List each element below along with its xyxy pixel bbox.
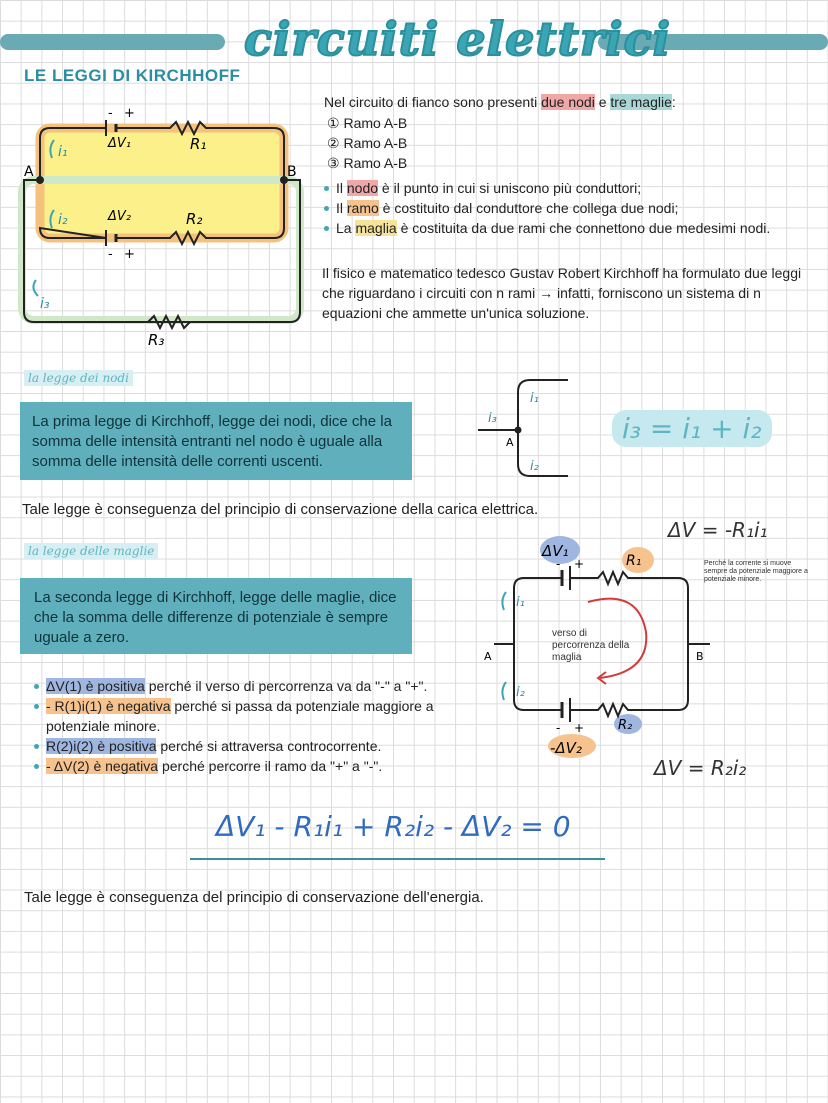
equation-underline (190, 858, 605, 860)
node-b-label: B (287, 164, 297, 180)
mesh-bullet-4: - ΔV(2) è negativa perché percorre il ramo da "+" a "-". (34, 756, 474, 776)
definition-node: Il nodo è il punto in cui si uniscono più conduttori; (324, 178, 804, 198)
definitions-list (324, 178, 804, 238)
mesh-i1-label: i₁ (516, 595, 525, 610)
node-diagram-a: A (506, 436, 514, 449)
branch-item-3: ③ Ramo A-B (327, 155, 408, 171)
mesh-bullet-1: ΔV(1) è positiva perché il verso di percorrenza va da "-" a "+". (34, 676, 474, 696)
dv1-label: ΔV₁ (108, 136, 131, 151)
node-law-equation: i₃ = i₁ + i₂ (612, 410, 772, 447)
definition-branch: Il ramo è costituito dal conduttore che collega due nodi; (324, 198, 804, 218)
mesh-note: Perché la corrente si muove sempre da potenziale maggiore a potenziale minore. (704, 560, 808, 583)
r1-label: R₁ (190, 135, 207, 153)
mesh-dv2-minus: - (556, 721, 561, 735)
i1-label: i₁ (58, 144, 68, 160)
mesh-dv1-minus: - (556, 557, 561, 571)
dv2-label: ΔV₂ (108, 209, 131, 224)
direction-label: verso di percorrenza della maglia (552, 628, 630, 663)
law-nodes-consequence: Tale legge è conseguenza del principio di conservazione della carica elettrica. (22, 501, 539, 518)
mesh-dv2-label: -ΔV₂ (550, 739, 582, 757)
dv1-plus: + (124, 106, 135, 121)
node-diagram-i2: i₂ (530, 459, 539, 474)
node-diagram (474, 372, 584, 484)
circuit-diagram-1 (18, 100, 318, 345)
mesh-bullet-2: - R(1)i(1) è negativa perché si passa da potenziale maggiore a potenziale minore. (34, 696, 474, 736)
intro-text: Nel circuito di fianco sono presenti due nodi e tre maglie: (324, 94, 676, 110)
dv2-minus: - (108, 247, 113, 262)
mesh-r2-label: R₂ (618, 718, 633, 733)
branch-list (327, 113, 407, 173)
node-diagram-i3: i₃ (488, 411, 497, 426)
mesh-bullet-3: R(2)i(2) è positiva perché si attraversa controcorrente. (34, 736, 474, 756)
mesh-eq-top: ΔV = -R₁i₁ (668, 518, 768, 542)
mesh-dv1-label: ΔV₁ (542, 542, 569, 560)
page-title: circuiti elettrici (244, 12, 672, 66)
branch-item-1: ① Ramo A-B (327, 115, 408, 131)
section-heading: LE LEGGI DI KIRCHHOFF (24, 66, 241, 85)
r2-label: R₂ (186, 210, 203, 228)
mesh-dv2-plus: + (574, 721, 585, 735)
mesh-eq-bottom: ΔV = R₂i₂ (654, 756, 747, 780)
mesh-bullets (34, 676, 474, 776)
dv1-minus: - (108, 106, 113, 121)
mesh-node-b: B (696, 650, 704, 663)
mesh-r1-label: R₁ (626, 553, 642, 569)
node-diagram-i1: i₁ (530, 391, 539, 406)
title-band-left (0, 34, 225, 50)
i2-label: i₂ (58, 212, 68, 228)
branch-item-2: ② Ramo A-B (327, 135, 408, 151)
i3-label: i₃ (40, 296, 50, 312)
mesh-dv1-plus: + (574, 557, 585, 571)
law-nodes-tag: la legge dei nodi (24, 370, 133, 386)
mesh-i2-label: i₂ (516, 685, 525, 700)
law-meshes-tag: la legge delle maglie (24, 543, 158, 559)
law-meshes-box: La seconda legge di Kirchhoff, legge delle maglie, dice che la somma delle differenze di potenziale è sempre uguale a zero. (20, 578, 412, 654)
kirchhoff-paragraph: Il fisico e matematico tedesco Gustav Robert Kirchhoff ha formulato due leggi che riguardano i circuiti con n rami → infatti, forniscono un sistema di n equazioni che ammette un'unica soluzione. (322, 265, 802, 321)
mesh-node-a: A (484, 650, 492, 663)
mesh-law-equation: ΔV₁ - R₁i₁ + R₂i₂ - ΔV₂ = 0 (216, 810, 571, 843)
node-a-dot (36, 176, 44, 184)
law-nodes-box: La prima legge di Kirchhoff, legge dei nodi, dice che la somma delle intensità entranti nel nodo è uguale alla somma delle intensità delle correnti uscenti. (20, 402, 412, 480)
law-meshes-consequence: Tale legge è conseguenza del principio di conservazione dell'energia. (24, 889, 484, 906)
node-a-label: A (24, 164, 34, 180)
dv2-plus: + (124, 247, 135, 262)
r3-label: R₃ (148, 331, 165, 345)
definition-mesh: La maglia è costituita da due rami che connettono due medesimi nodi. (324, 218, 804, 238)
